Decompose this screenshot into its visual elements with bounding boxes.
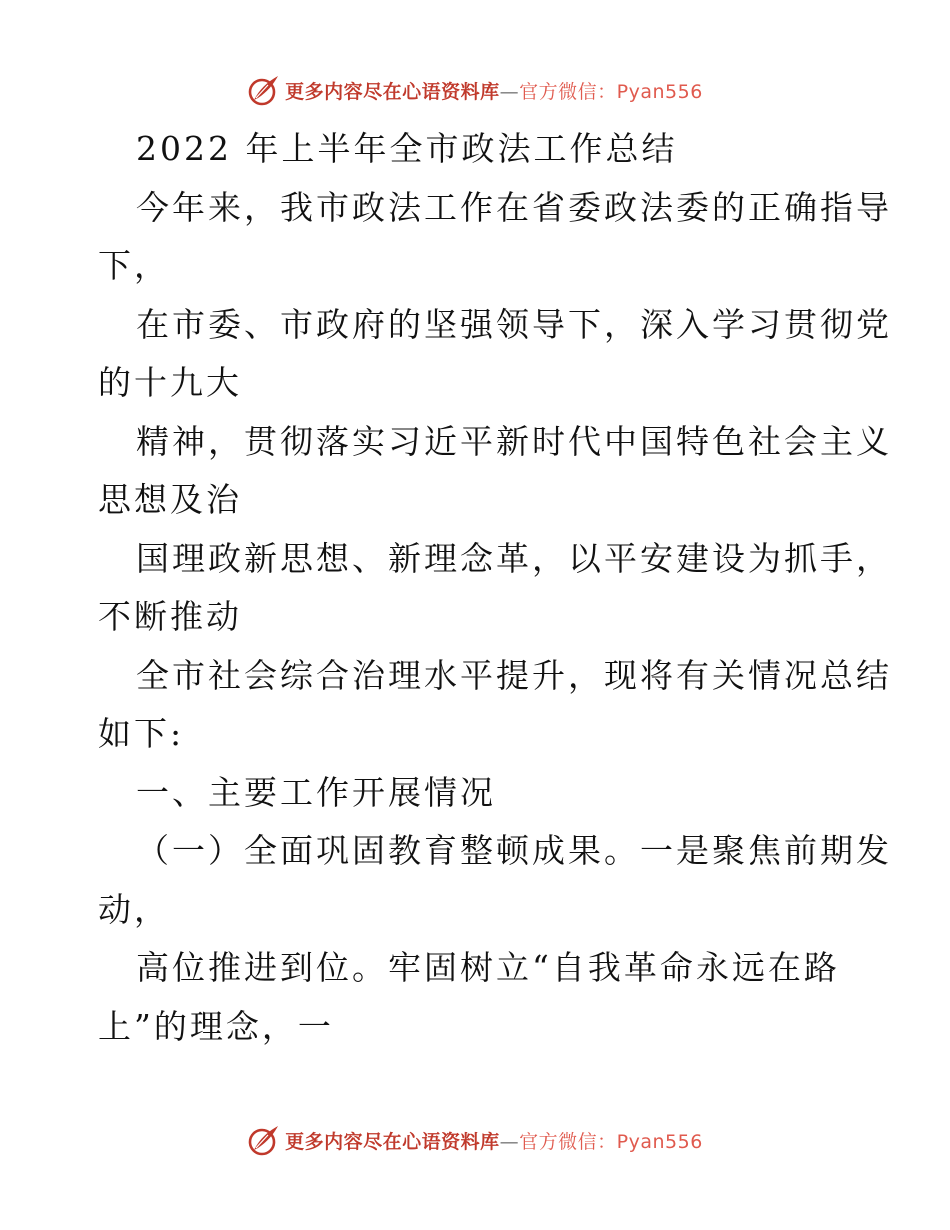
footer-watermark-banner <box>0 1120 950 1160</box>
quill-logo-icon <box>247 1123 281 1157</box>
document-title: 2022 年上半年全市政法工作总结 <box>136 129 678 168</box>
section-heading: 一、主要工作开展情况 <box>136 772 496 812</box>
paragraph-line: 如下: <box>98 714 185 753</box>
quill-logo-icon <box>247 73 281 107</box>
watermark-text <box>285 1127 703 1154</box>
watermark-site-text: 更多内容尽在心语资料库 <box>285 80 500 103</box>
paragraph-line: 精神，贯彻落实习近平新时代中国特色社会主义 <box>136 421 892 461</box>
watermark-wechat-text: 官方微信：Pyan556 <box>519 1130 703 1153</box>
paragraph-line: 下， <box>98 246 170 285</box>
paragraph-line: 高位推进到位。牢固树立“自我革命永远在路 <box>136 948 840 987</box>
paragraph-line: 在市委、市政府的坚强领导下，深入学习贯彻党 <box>136 304 892 344</box>
watermark-separator: — <box>499 80 520 103</box>
header-watermark-banner <box>0 70 950 110</box>
paragraph-line: 思想及治 <box>98 480 242 519</box>
watermark-text <box>285 77 703 104</box>
paragraph-line: 的十九大 <box>98 363 242 402</box>
paragraph-line: 今年来，我市政法工作在省委政法委的正确指导 <box>136 187 892 227</box>
paragraph-line: 动， <box>98 889 170 929</box>
watermark-separator: — <box>499 1130 520 1153</box>
paragraph-line: 上”的理念，一 <box>98 1006 334 1046</box>
paragraph-line: 不断推动 <box>98 597 242 636</box>
paragraph-line: 全市社会综合治理水平提升，现将有关情况总结 <box>136 655 892 695</box>
watermark-wechat-text: 官方微信：Pyan556 <box>519 80 703 103</box>
document-body <box>98 120 892 1056</box>
paragraph-line: （一）全面巩固教育整顿成果。一是聚焦前期发 <box>136 831 892 870</box>
watermark-site-text: 更多内容尽在心语资料库 <box>285 1130 500 1153</box>
paragraph-line: 国理政新思想、新理念革，以平安建设为抓手， <box>136 538 892 578</box>
